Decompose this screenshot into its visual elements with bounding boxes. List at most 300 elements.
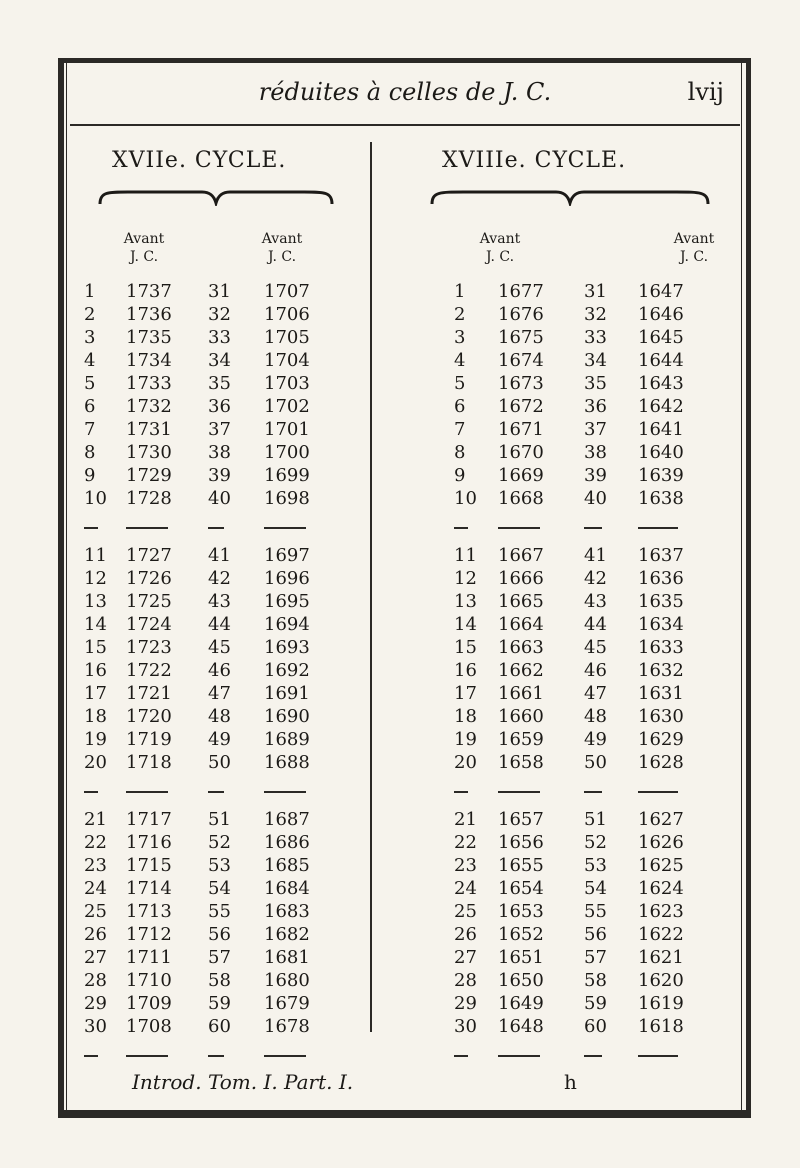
cycle-year: 41 [208, 545, 231, 566]
cycle-year: 6 [84, 396, 96, 417]
table-row [84, 682, 334, 705]
table-row [84, 372, 334, 395]
bc-date: 1734 [126, 350, 172, 371]
table-row [84, 418, 334, 441]
cycle-year: 7 [84, 419, 96, 440]
bc-date: 1719 [126, 729, 172, 750]
bc-date: 1660 [498, 706, 544, 727]
table-row [84, 349, 334, 372]
cycle-year: 44 [208, 614, 231, 635]
cycle-year: 2 [84, 304, 96, 325]
cycle-year: 52 [208, 832, 231, 853]
bc-date: 1637 [638, 545, 684, 566]
cycle-year: 50 [208, 752, 231, 773]
cycle-year: 57 [584, 947, 607, 968]
group-separator [84, 510, 334, 544]
bc-date: 1697 [264, 545, 310, 566]
cycle-year: 19 [454, 729, 477, 750]
page-border-left [58, 60, 64, 1118]
cycle-year: 46 [584, 660, 607, 681]
table-row [84, 1015, 334, 1038]
cycle-year: 58 [584, 970, 607, 991]
table-row [84, 900, 334, 923]
bc-date: 1710 [126, 970, 172, 991]
right-cycle-table [454, 280, 708, 1072]
table-row [84, 464, 334, 487]
bc-date: 1667 [498, 545, 544, 566]
right-cycle-title: XVIIIe. CYCLE. [442, 148, 627, 173]
cycle-year: 60 [584, 1016, 607, 1037]
table-row [84, 969, 334, 992]
table-row [84, 728, 334, 751]
cycle-year: 35 [208, 373, 231, 394]
table-row [84, 854, 334, 877]
bc-date: 1623 [638, 901, 684, 922]
bc-date: 1622 [638, 924, 684, 945]
table-row [454, 613, 708, 636]
table-row [84, 992, 334, 1015]
bc-date: 1647 [638, 281, 684, 302]
table-row [84, 395, 334, 418]
cycle-year: 57 [208, 947, 231, 968]
table-row [454, 303, 708, 326]
separator-dash [208, 527, 224, 529]
cycle-year: 53 [584, 855, 607, 876]
cycle-year: 48 [584, 706, 607, 727]
cycle-year: 17 [454, 683, 477, 704]
bc-date: 1674 [498, 350, 544, 371]
bc-date: 1688 [264, 752, 310, 773]
cycle-year: 43 [208, 591, 231, 612]
bc-date: 1678 [264, 1016, 310, 1037]
table-row [454, 969, 708, 992]
cycle-year: 13 [454, 591, 477, 612]
cycle-year: 34 [208, 350, 231, 371]
table-row [454, 441, 708, 464]
cycle-year: 28 [454, 970, 477, 991]
cycle-year: 18 [454, 706, 477, 727]
cycle-year: 37 [584, 419, 607, 440]
cycle-year: 11 [84, 545, 107, 566]
table-row [84, 831, 334, 854]
footer-signature: Introd. Tom. I. Part. I. [132, 1070, 354, 1094]
cycle-year: 56 [208, 924, 231, 945]
right-brace-icon [430, 188, 710, 206]
bc-date: 1653 [498, 901, 544, 922]
cycle-year: 39 [584, 465, 607, 486]
separator-dash [638, 1055, 678, 1057]
table-row [84, 303, 334, 326]
separator-dash [638, 791, 678, 793]
bc-date: 1651 [498, 947, 544, 968]
cycle-year: 6 [454, 396, 466, 417]
bc-date: 1728 [126, 488, 172, 509]
bc-date: 1694 [264, 614, 310, 635]
bc-date: 1645 [638, 327, 684, 348]
cycle-year: 32 [208, 304, 231, 325]
cycle-year: 28 [84, 970, 107, 991]
cycle-year: 5 [84, 373, 96, 394]
bc-date: 1658 [498, 752, 544, 773]
cycle-year: 59 [584, 993, 607, 1014]
bc-date: 1713 [126, 901, 172, 922]
table-row [454, 487, 708, 510]
cycle-year: 37 [208, 419, 231, 440]
table-row [454, 923, 708, 946]
cycle-year: 3 [84, 327, 96, 348]
table-row [454, 659, 708, 682]
bc-date: 1630 [638, 706, 684, 727]
bc-date: 1629 [638, 729, 684, 750]
separator-dash [126, 1055, 168, 1057]
bc-date: 1632 [638, 660, 684, 681]
table-row [84, 808, 334, 831]
table-row [454, 682, 708, 705]
cycle-year: 33 [208, 327, 231, 348]
separator-dash [264, 1055, 306, 1057]
cycle-year: 3 [454, 327, 466, 348]
bc-date: 1638 [638, 488, 684, 509]
cycle-year: 14 [84, 614, 107, 635]
cycle-year: 40 [584, 488, 607, 509]
separator-dash [208, 791, 224, 793]
cycle-year: 55 [584, 901, 607, 922]
bc-date: 1686 [264, 832, 310, 853]
table-row [84, 877, 334, 900]
cycle-year: 32 [584, 304, 607, 325]
cycle-year: 48 [208, 706, 231, 727]
table-row [84, 636, 334, 659]
bc-date: 1671 [498, 419, 544, 440]
separator-dash [584, 791, 602, 793]
table-row [454, 372, 708, 395]
separator-dash [638, 527, 678, 529]
bc-date: 1631 [638, 683, 684, 704]
table-row [454, 326, 708, 349]
bc-date: 1672 [498, 396, 544, 417]
cycle-year: 51 [584, 809, 607, 830]
cycle-year: 15 [454, 637, 477, 658]
bc-date: 1620 [638, 970, 684, 991]
separator-dash [264, 791, 306, 793]
cycle-year: 14 [454, 614, 477, 635]
bc-date: 1701 [264, 419, 310, 440]
cycle-year: 22 [454, 832, 477, 853]
cycle-year: 15 [84, 637, 107, 658]
bc-date: 1683 [264, 901, 310, 922]
bc-date: 1669 [498, 465, 544, 486]
bc-date: 1705 [264, 327, 310, 348]
bc-date: 1646 [638, 304, 684, 325]
bc-date: 1670 [498, 442, 544, 463]
cycle-year: 30 [84, 1016, 107, 1037]
bc-date: 1625 [638, 855, 684, 876]
bc-date: 1695 [264, 591, 310, 612]
cycle-year: 38 [208, 442, 231, 463]
cycle-year: 9 [84, 465, 96, 486]
bc-date: 1689 [264, 729, 310, 750]
cycle-year: 11 [454, 545, 477, 566]
cycle-year: 40 [208, 488, 231, 509]
bc-date: 1673 [498, 373, 544, 394]
table-row [454, 636, 708, 659]
bc-date: 1675 [498, 327, 544, 348]
separator-dash [498, 791, 540, 793]
table-row [84, 326, 334, 349]
bc-date: 1656 [498, 832, 544, 853]
left-cycle-title: XVIIe. CYCLE. [112, 148, 287, 173]
bc-date: 1677 [498, 281, 544, 302]
table-row [454, 395, 708, 418]
cycle-year: 53 [208, 855, 231, 876]
cycle-year: 18 [84, 706, 107, 727]
bc-date: 1661 [498, 683, 544, 704]
cycle-year: 54 [584, 878, 607, 899]
bc-date: 1707 [264, 281, 310, 302]
separator-dash [498, 1055, 540, 1057]
cycle-year: 26 [454, 924, 477, 945]
page-border-right-inner [741, 60, 742, 1118]
table-row [84, 659, 334, 682]
table-row [84, 544, 334, 567]
bc-date: 1685 [264, 855, 310, 876]
bc-date: 1692 [264, 660, 310, 681]
cycle-year: 10 [454, 488, 477, 509]
cycle-year: 43 [584, 591, 607, 612]
bc-date: 1733 [126, 373, 172, 394]
page-border-bottom [58, 1110, 751, 1118]
table-row [454, 705, 708, 728]
cycle-year: 42 [208, 568, 231, 589]
cycle-year: 46 [208, 660, 231, 681]
cycle-year: 9 [454, 465, 466, 486]
cycle-year: 16 [454, 660, 477, 681]
bc-date: 1627 [638, 809, 684, 830]
bc-date: 1706 [264, 304, 310, 325]
cycle-year: 10 [84, 488, 107, 509]
cycle-year: 20 [454, 752, 477, 773]
separator-dash [454, 527, 468, 529]
cycle-year: 12 [454, 568, 477, 589]
bc-date: 1628 [638, 752, 684, 773]
cycle-year: 4 [454, 350, 466, 371]
bc-date: 1737 [126, 281, 172, 302]
separator-dash [126, 791, 168, 793]
cycle-year: 41 [584, 545, 607, 566]
cycle-year: 31 [208, 281, 231, 302]
cycle-year: 60 [208, 1016, 231, 1037]
bc-date: 1714 [126, 878, 172, 899]
bc-date: 1730 [126, 442, 172, 463]
table-row [454, 349, 708, 372]
group-separator [84, 774, 334, 808]
bc-date: 1663 [498, 637, 544, 658]
cycle-year: 5 [454, 373, 466, 394]
cycle-year: 2 [454, 304, 466, 325]
table-row [84, 280, 334, 303]
bc-date: 1665 [498, 591, 544, 612]
table-row [454, 418, 708, 441]
bc-date: 1731 [126, 419, 172, 440]
bc-date: 1634 [638, 614, 684, 635]
bc-date: 1649 [498, 993, 544, 1014]
bc-date: 1655 [498, 855, 544, 876]
cycle-year: 58 [208, 970, 231, 991]
cycle-year: 33 [584, 327, 607, 348]
cycle-year: 26 [84, 924, 107, 945]
cycle-year: 35 [584, 373, 607, 394]
bc-date: 1704 [264, 350, 310, 371]
bc-date: 1700 [264, 442, 310, 463]
bc-date: 1684 [264, 878, 310, 899]
cycle-year: 50 [584, 752, 607, 773]
footer-mark: h [564, 1070, 577, 1094]
separator-dash [454, 1055, 468, 1057]
cycle-year: 4 [84, 350, 96, 371]
left-cycle-table [84, 280, 334, 1072]
bc-date: 1721 [126, 683, 172, 704]
cycle-year: 24 [84, 878, 107, 899]
table-row [84, 441, 334, 464]
cycle-year: 20 [84, 752, 107, 773]
bc-date: 1724 [126, 614, 172, 635]
bc-date: 1687 [264, 809, 310, 830]
bc-date: 1664 [498, 614, 544, 635]
column-divider [370, 142, 372, 1032]
cycle-year: 25 [454, 901, 477, 922]
separator-dash [454, 791, 468, 793]
table-row [454, 1015, 708, 1038]
bc-date: 1718 [126, 752, 172, 773]
cycle-year: 31 [584, 281, 607, 302]
bc-date: 1643 [638, 373, 684, 394]
cycle-year: 7 [454, 419, 466, 440]
bc-date: 1726 [126, 568, 172, 589]
separator-dash [584, 527, 602, 529]
group-separator [454, 510, 708, 544]
separator-dash [84, 791, 98, 793]
cycle-year: 22 [84, 832, 107, 853]
group-separator [454, 774, 708, 808]
bc-date: 1624 [638, 878, 684, 899]
separator-dash [584, 1055, 602, 1057]
table-row [84, 751, 334, 774]
bc-date: 1699 [264, 465, 310, 486]
bc-date: 1736 [126, 304, 172, 325]
bc-date: 1723 [126, 637, 172, 658]
cycle-year: 12 [84, 568, 107, 589]
bc-date: 1711 [126, 947, 172, 968]
bc-date: 1722 [126, 660, 172, 681]
bc-date: 1654 [498, 878, 544, 899]
bc-date: 1712 [126, 924, 172, 945]
bc-date: 1702 [264, 396, 310, 417]
table-row [454, 728, 708, 751]
bc-date: 1693 [264, 637, 310, 658]
bc-date: 1659 [498, 729, 544, 750]
cycle-year: 59 [208, 993, 231, 1014]
bc-date: 1644 [638, 350, 684, 371]
bc-date: 1717 [126, 809, 172, 830]
cycle-year: 23 [84, 855, 107, 876]
bc-date: 1715 [126, 855, 172, 876]
bc-date: 1729 [126, 465, 172, 486]
bc-date: 1666 [498, 568, 544, 589]
table-row [454, 808, 708, 831]
separator-dash [498, 527, 540, 529]
cycle-year: 55 [208, 901, 231, 922]
table-row [454, 544, 708, 567]
bc-date: 1639 [638, 465, 684, 486]
page-header [70, 78, 740, 112]
right-col-head-2: Avant J. C. [673, 231, 715, 265]
table-row [84, 946, 334, 969]
separator-dash [84, 1055, 98, 1057]
cycle-year: 16 [84, 660, 107, 681]
bc-date: 1642 [638, 396, 684, 417]
bc-date: 1680 [264, 970, 310, 991]
cycle-year: 23 [454, 855, 477, 876]
cycle-year: 8 [84, 442, 96, 463]
bc-date: 1690 [264, 706, 310, 727]
bc-date: 1641 [638, 419, 684, 440]
table-row [84, 567, 334, 590]
cycle-year: 27 [454, 947, 477, 968]
bc-date: 1698 [264, 488, 310, 509]
bc-date: 1618 [638, 1016, 684, 1037]
bc-date: 1735 [126, 327, 172, 348]
cycle-year: 30 [454, 1016, 477, 1037]
bc-date: 1725 [126, 591, 172, 612]
group-separator [84, 1038, 334, 1072]
cycle-year: 54 [208, 878, 231, 899]
right-col-head-1: Avant J. C. [479, 231, 521, 265]
cycle-year: 47 [208, 683, 231, 704]
bc-date: 1640 [638, 442, 684, 463]
bc-date: 1633 [638, 637, 684, 658]
bc-date: 1708 [126, 1016, 172, 1037]
bc-date: 1716 [126, 832, 172, 853]
bc-date: 1657 [498, 809, 544, 830]
cycle-year: 49 [584, 729, 607, 750]
bc-date: 1691 [264, 683, 310, 704]
table-row [84, 613, 334, 636]
cycle-year: 36 [208, 396, 231, 417]
separator-dash [84, 527, 98, 529]
table-row [454, 946, 708, 969]
table-row [454, 854, 708, 877]
cycle-year: 29 [454, 993, 477, 1014]
cycle-year: 1 [84, 281, 96, 302]
cycle-year: 25 [84, 901, 107, 922]
page-border-top [58, 58, 751, 63]
bc-date: 1668 [498, 488, 544, 509]
cycle-year: 44 [584, 614, 607, 635]
table-row [454, 751, 708, 774]
bc-date: 1652 [498, 924, 544, 945]
cycle-year: 21 [454, 809, 477, 830]
bc-date: 1732 [126, 396, 172, 417]
table-row [454, 831, 708, 854]
cycle-year: 38 [584, 442, 607, 463]
table-row [84, 705, 334, 728]
cycle-year: 42 [584, 568, 607, 589]
bc-date: 1709 [126, 993, 172, 1014]
cycle-year: 45 [584, 637, 607, 658]
bc-date: 1636 [638, 568, 684, 589]
bc-date: 1682 [264, 924, 310, 945]
table-row [84, 487, 334, 510]
